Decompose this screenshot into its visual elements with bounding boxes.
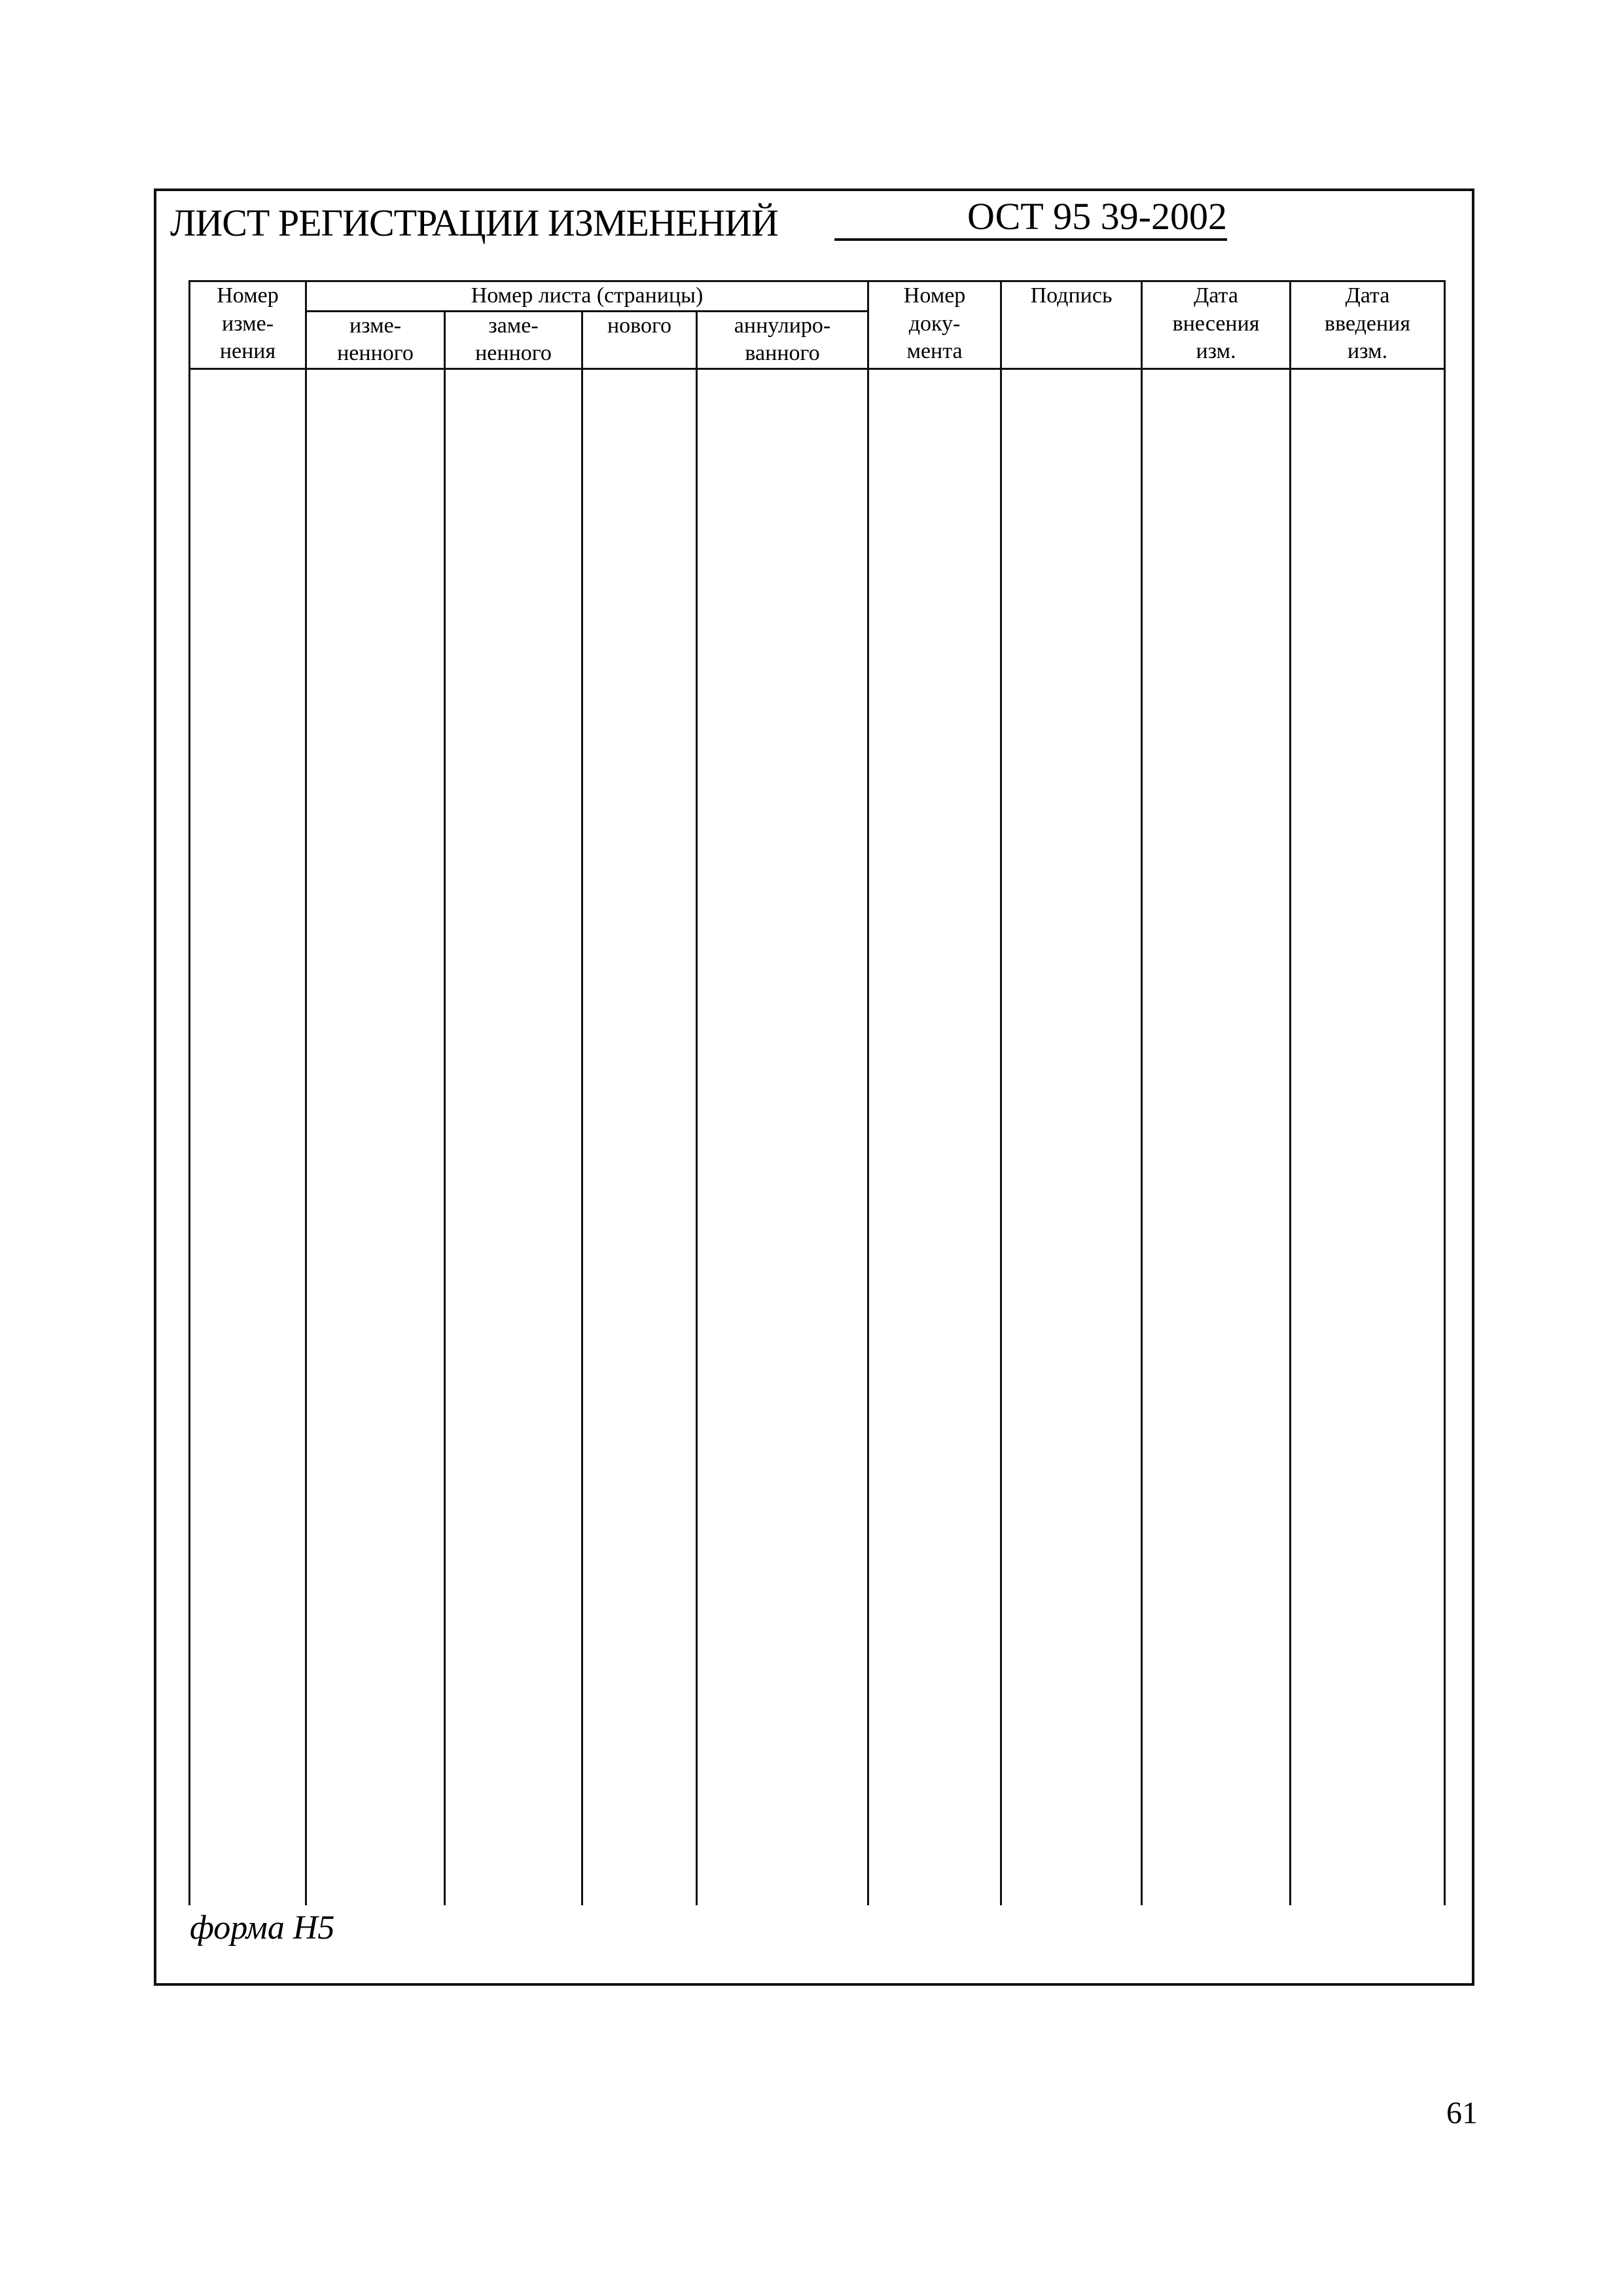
header-document-number: Номер доку- мента bbox=[868, 281, 1001, 369]
cell-signature[interactable] bbox=[1001, 368, 1142, 1905]
form-label: форма Н5 bbox=[190, 1909, 335, 1946]
cell-replaced-sheet[interactable] bbox=[445, 368, 582, 1905]
header-sheet-number-group: Номер листа (страницы) bbox=[306, 281, 868, 312]
header-row-top bbox=[190, 281, 1445, 312]
title-row bbox=[170, 190, 778, 242]
page-title: ЛИСТ РЕГИСТРАЦИИ ИЗМЕНЕНИЙ bbox=[170, 202, 778, 244]
cell-new-sheet[interactable] bbox=[582, 368, 697, 1905]
change-registration-table bbox=[188, 280, 1446, 1905]
cell-annulled-sheet[interactable] bbox=[697, 368, 868, 1905]
cell-document-number[interactable] bbox=[868, 368, 1001, 1905]
doc-code-field bbox=[834, 190, 1227, 241]
header-annulled-sheet: аннулиро- ванного bbox=[697, 311, 868, 368]
header-replaced-sheet: заме- ненного bbox=[445, 311, 582, 368]
header-date-introduction: Дата введения изм. bbox=[1291, 281, 1445, 369]
page-number: 61 bbox=[1446, 2096, 1478, 2130]
cell-changed-sheet[interactable] bbox=[306, 368, 445, 1905]
header-changed-sheet: изме- ненного bbox=[306, 311, 445, 368]
cell-change-number[interactable] bbox=[190, 368, 306, 1905]
header-date-entry: Дата внесения изм. bbox=[1142, 281, 1291, 369]
doc-code: ОСТ 95 39-2002 bbox=[967, 195, 1227, 238]
header-new-sheet: нового bbox=[582, 311, 697, 368]
table-body-row bbox=[190, 368, 1445, 1905]
cell-date-entry[interactable] bbox=[1142, 368, 1291, 1905]
header-change-number: Номер изме- нения bbox=[190, 281, 306, 369]
cell-date-introduction[interactable] bbox=[1291, 368, 1445, 1905]
header-signature: Подпись bbox=[1001, 281, 1142, 369]
